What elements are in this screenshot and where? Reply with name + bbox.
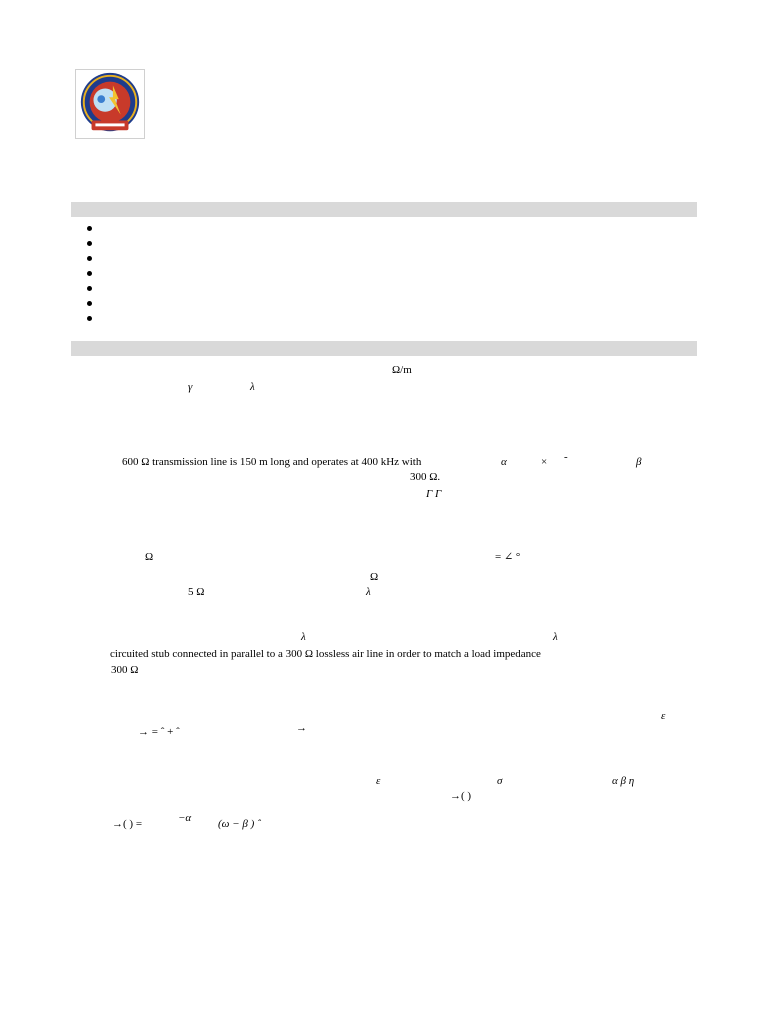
p3-lambda-symbol: λ [366,586,371,598]
p3-ohm-symbol: Ω [145,551,154,563]
p6-exponent-alpha: −α [178,812,192,824]
p5-vector-equation: → = ˆ + ˆ [138,726,180,738]
p4-text-line-2: circuited stub connected in parallel to a 300 Ω lossless air line in order to match a load impedance [110,648,541,660]
p4-lambda-symbol-2: λ [553,631,558,643]
p1-gamma-symbol: γ [188,381,193,393]
p6-epsilon-symbol: ε [376,775,381,787]
p2-reflection-symbols: Γ Γ [426,488,442,500]
problems-section-header-bar [71,341,697,356]
p5-epsilon-symbol: ε [661,710,666,722]
objectives-section-header-bar [71,202,697,217]
p3-equals-angle: = ∠ ° [495,551,521,563]
institute-logo [75,69,145,139]
p4-text-line-3: 300 Ω [111,664,139,676]
p3-five-ohm: 5 Ω [188,586,205,598]
p6-alpha-beta-eta: α β η [612,775,635,787]
p5-vector-arrow: → [296,722,307,734]
p6-sigma-symbol: σ [497,775,503,787]
p2-times-symbol: × [541,456,548,468]
institute-seal-icon [76,70,144,138]
p2-text-line-1: 600 Ω transmission line is 150 m long and operates at 400 kHz with [122,456,422,468]
p2-alpha-symbol: α [501,456,507,468]
p1-ohm-per-meter: Ω/m [392,364,412,376]
p2-exponent-dash: - [564,451,568,463]
p6-omega-beta: (ω − β ) ˆ [218,818,261,830]
p6-vector-paren: →( ) [450,790,472,802]
p6-vector-formula: →( ) = [112,818,143,830]
p1-lambda-symbol: λ [250,381,255,393]
p4-lambda-symbol: λ [301,631,306,643]
p2-beta-symbol: β [636,456,642,468]
p2-text-line-2: 300 Ω. [410,471,441,483]
p3-ohm-symbol-2: Ω [370,571,379,583]
